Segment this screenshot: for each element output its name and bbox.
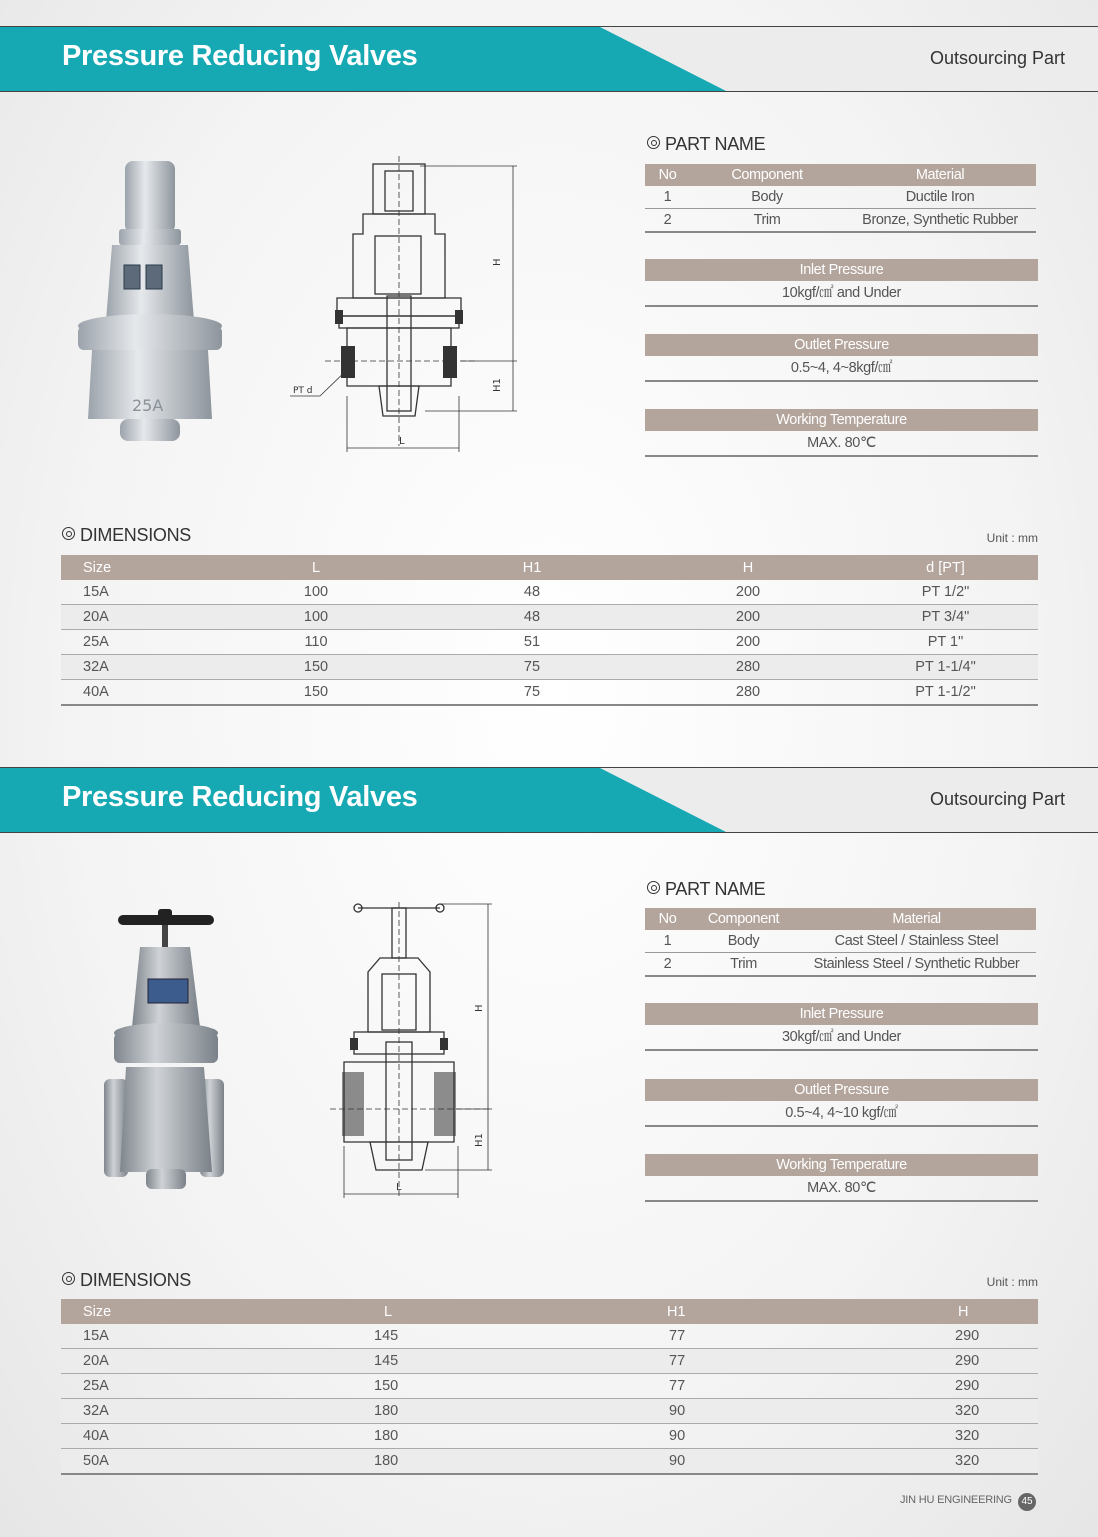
dim-label-l: L bbox=[396, 1182, 402, 1193]
table-row bbox=[61, 655, 1038, 680]
table-cell: 180 bbox=[211, 1424, 565, 1449]
table-cell: Trim bbox=[690, 953, 797, 977]
table-cell: 110 bbox=[211, 630, 421, 655]
section-subtitle: Outsourcing Part bbox=[929, 789, 1065, 809]
table-row bbox=[61, 1449, 1038, 1475]
table-cell: Body bbox=[690, 186, 844, 209]
table-cell: 280 bbox=[643, 680, 853, 706]
col-header-no: No bbox=[645, 164, 690, 186]
col-header-material: Material bbox=[844, 164, 1036, 186]
unit-label: Unit : mm bbox=[986, 1275, 1038, 1289]
table-cell: Cast Steel / Stainless Steel bbox=[797, 930, 1036, 953]
table-cell: 48 bbox=[421, 580, 643, 605]
table-row bbox=[645, 186, 1036, 209]
spec-label: Inlet Pressure bbox=[645, 259, 1038, 281]
spec-value: MAX. 80℃ bbox=[645, 431, 1038, 457]
spec-value: 0.5~4, 4~10 kgf/㎠ bbox=[645, 1101, 1038, 1127]
table-cell: 290 bbox=[787, 1324, 1038, 1349]
table-cell: 145 bbox=[211, 1324, 565, 1349]
table-cell: 90 bbox=[565, 1449, 787, 1475]
working-temperature-spec bbox=[645, 1154, 1038, 1202]
dimensions-table bbox=[61, 555, 1038, 706]
dim-label-h1: H1 bbox=[492, 378, 503, 392]
dim-label-pt: PT d bbox=[293, 386, 313, 396]
valve-cross-section-drawing bbox=[330, 902, 500, 1202]
section-title: Pressure Reducing Valves bbox=[62, 40, 418, 72]
column-header: L bbox=[211, 555, 421, 580]
table-cell: 77 bbox=[565, 1324, 787, 1349]
col-header-no: No bbox=[645, 908, 690, 930]
spec-label: Inlet Pressure bbox=[645, 1003, 1038, 1025]
table-cell: PT 3/4" bbox=[853, 605, 1038, 630]
column-header: Size bbox=[61, 1299, 211, 1324]
table-cell: 15A bbox=[61, 1324, 211, 1349]
table-cell: 290 bbox=[787, 1349, 1038, 1374]
column-header: d [PT] bbox=[853, 555, 1038, 580]
dim-label-l: L bbox=[399, 436, 405, 447]
table-cell: PT 1/2" bbox=[853, 580, 1038, 605]
table-row bbox=[645, 209, 1036, 233]
table-row bbox=[61, 1349, 1038, 1374]
heading-text: PART NAME bbox=[665, 134, 766, 154]
table-cell: 150 bbox=[211, 655, 421, 680]
outlet-pressure-spec bbox=[645, 334, 1038, 382]
table-cell: PT 1-1/4" bbox=[853, 655, 1038, 680]
table-cell: 75 bbox=[421, 655, 643, 680]
table-cell: 100 bbox=[211, 605, 421, 630]
table-cell: 25A bbox=[61, 1374, 211, 1399]
table-cell: PT 1" bbox=[853, 630, 1038, 655]
col-header-component: Component bbox=[690, 908, 797, 930]
column-header: H bbox=[787, 1299, 1038, 1324]
spec-label: Outlet Pressure bbox=[645, 1079, 1038, 1101]
table-row bbox=[61, 1374, 1038, 1399]
table-row bbox=[61, 580, 1038, 605]
table-cell: 48 bbox=[421, 605, 643, 630]
column-header: L bbox=[211, 1299, 565, 1324]
table-cell: 77 bbox=[565, 1349, 787, 1374]
table-row bbox=[61, 1399, 1038, 1424]
footer-company: JIN HU ENGINEERING bbox=[900, 1494, 1012, 1506]
table-cell: PT 1-1/2" bbox=[853, 680, 1038, 706]
heading-text: PART NAME bbox=[665, 879, 766, 899]
column-header: H1 bbox=[565, 1299, 787, 1324]
table-cell: 320 bbox=[787, 1449, 1038, 1475]
table-cell: 20A bbox=[61, 605, 211, 630]
col-header-component: Component bbox=[690, 164, 844, 186]
col-header-material: Material bbox=[797, 908, 1036, 930]
table-cell: 25A bbox=[61, 630, 211, 655]
spec-value: 30kgf/㎠ and Under bbox=[645, 1025, 1038, 1051]
spec-label: Working Temperature bbox=[645, 1154, 1038, 1176]
table-cell: 32A bbox=[61, 1399, 211, 1424]
table-cell: 1 bbox=[645, 930, 690, 953]
table-cell: 15A bbox=[61, 580, 211, 605]
table-cell: Trim bbox=[690, 209, 844, 233]
table-cell: 20A bbox=[61, 1349, 211, 1374]
dim-label-h: H bbox=[474, 1004, 485, 1012]
spec-label: Outlet Pressure bbox=[645, 334, 1038, 356]
column-header: H bbox=[643, 555, 853, 580]
part-name-table bbox=[645, 164, 1036, 233]
section-subtitle: Outsourcing Part bbox=[929, 48, 1065, 68]
inlet-pressure-spec bbox=[645, 1003, 1038, 1051]
table-row bbox=[61, 1424, 1038, 1449]
spec-value: 0.5~4, 4~8kgf/㎠ bbox=[645, 356, 1038, 382]
dimensions-heading bbox=[62, 1270, 191, 1291]
table-cell: Stainless Steel / Synthetic Rubber bbox=[797, 953, 1036, 977]
page-number: 45 bbox=[1018, 1493, 1036, 1511]
valve-cross-section-drawing bbox=[285, 156, 525, 456]
section-banner bbox=[0, 767, 1098, 833]
table-cell: 200 bbox=[643, 580, 853, 605]
table-cell: 290 bbox=[787, 1374, 1038, 1399]
table-cell: 50A bbox=[61, 1449, 211, 1475]
circle-bullet-icon bbox=[647, 136, 660, 149]
inlet-pressure-spec bbox=[645, 259, 1038, 307]
circle-bullet-icon bbox=[647, 881, 660, 894]
table-cell: Ductile Iron bbox=[844, 186, 1036, 209]
section-banner bbox=[0, 26, 1098, 92]
dimensions-heading bbox=[62, 525, 191, 546]
table-cell: 32A bbox=[61, 655, 211, 680]
section-title: Pressure Reducing Valves bbox=[62, 781, 418, 813]
product-section-2 bbox=[0, 767, 1098, 1487]
part-name-heading bbox=[647, 879, 765, 900]
dim-label-h: H bbox=[492, 258, 503, 266]
spec-value: 10kgf/㎠ and Under bbox=[645, 281, 1038, 307]
table-cell: 40A bbox=[61, 1424, 211, 1449]
table-cell: 51 bbox=[421, 630, 643, 655]
circle-bullet-icon bbox=[62, 527, 75, 540]
table-row bbox=[61, 1324, 1038, 1349]
table-row bbox=[61, 605, 1038, 630]
table-row bbox=[645, 953, 1036, 977]
heading-text: DIMENSIONS bbox=[80, 1270, 192, 1290]
table-cell: 180 bbox=[211, 1399, 565, 1424]
table-cell: 150 bbox=[211, 680, 421, 706]
table-cell: 320 bbox=[787, 1424, 1038, 1449]
table-cell: 90 bbox=[565, 1399, 787, 1424]
table-cell: 280 bbox=[643, 655, 853, 680]
column-header: Size bbox=[61, 555, 211, 580]
table-cell: 145 bbox=[211, 1349, 565, 1374]
body-marking: 25A bbox=[132, 396, 164, 415]
table-cell: 180 bbox=[211, 1449, 565, 1475]
table-cell: 2 bbox=[645, 953, 690, 977]
working-temperature-spec bbox=[645, 409, 1038, 457]
table-cell: 200 bbox=[643, 630, 853, 655]
table-row bbox=[645, 930, 1036, 953]
table-cell: 40A bbox=[61, 680, 211, 706]
table-cell: Body bbox=[690, 930, 797, 953]
table-row bbox=[61, 680, 1038, 706]
circle-bullet-icon bbox=[62, 1272, 75, 1285]
table-cell: 77 bbox=[565, 1374, 787, 1399]
unit-label: Unit : mm bbox=[986, 531, 1038, 545]
product-section-1 bbox=[0, 26, 1098, 746]
spec-label: Working Temperature bbox=[645, 409, 1038, 431]
table-cell: 75 bbox=[421, 680, 643, 706]
table-cell: 90 bbox=[565, 1424, 787, 1449]
column-header: H1 bbox=[421, 555, 643, 580]
part-name-table bbox=[645, 908, 1036, 977]
table-cell: 1 bbox=[645, 186, 690, 209]
valve-photo bbox=[100, 907, 230, 1192]
table-cell: 200 bbox=[643, 605, 853, 630]
part-name-heading bbox=[647, 134, 765, 155]
spec-value: MAX. 80℃ bbox=[645, 1176, 1038, 1202]
table-row bbox=[61, 630, 1038, 655]
table-cell: 320 bbox=[787, 1399, 1038, 1424]
dim-label-h1: H1 bbox=[474, 1133, 485, 1147]
table-cell: 2 bbox=[645, 209, 690, 233]
outlet-pressure-spec bbox=[645, 1079, 1038, 1127]
table-cell: 100 bbox=[211, 580, 421, 605]
valve-photo bbox=[72, 161, 227, 443]
heading-text: DIMENSIONS bbox=[80, 525, 192, 545]
dimensions-table bbox=[61, 1299, 1038, 1475]
table-cell: Bronze, Synthetic Rubber bbox=[844, 209, 1036, 233]
table-cell: 150 bbox=[211, 1374, 565, 1399]
